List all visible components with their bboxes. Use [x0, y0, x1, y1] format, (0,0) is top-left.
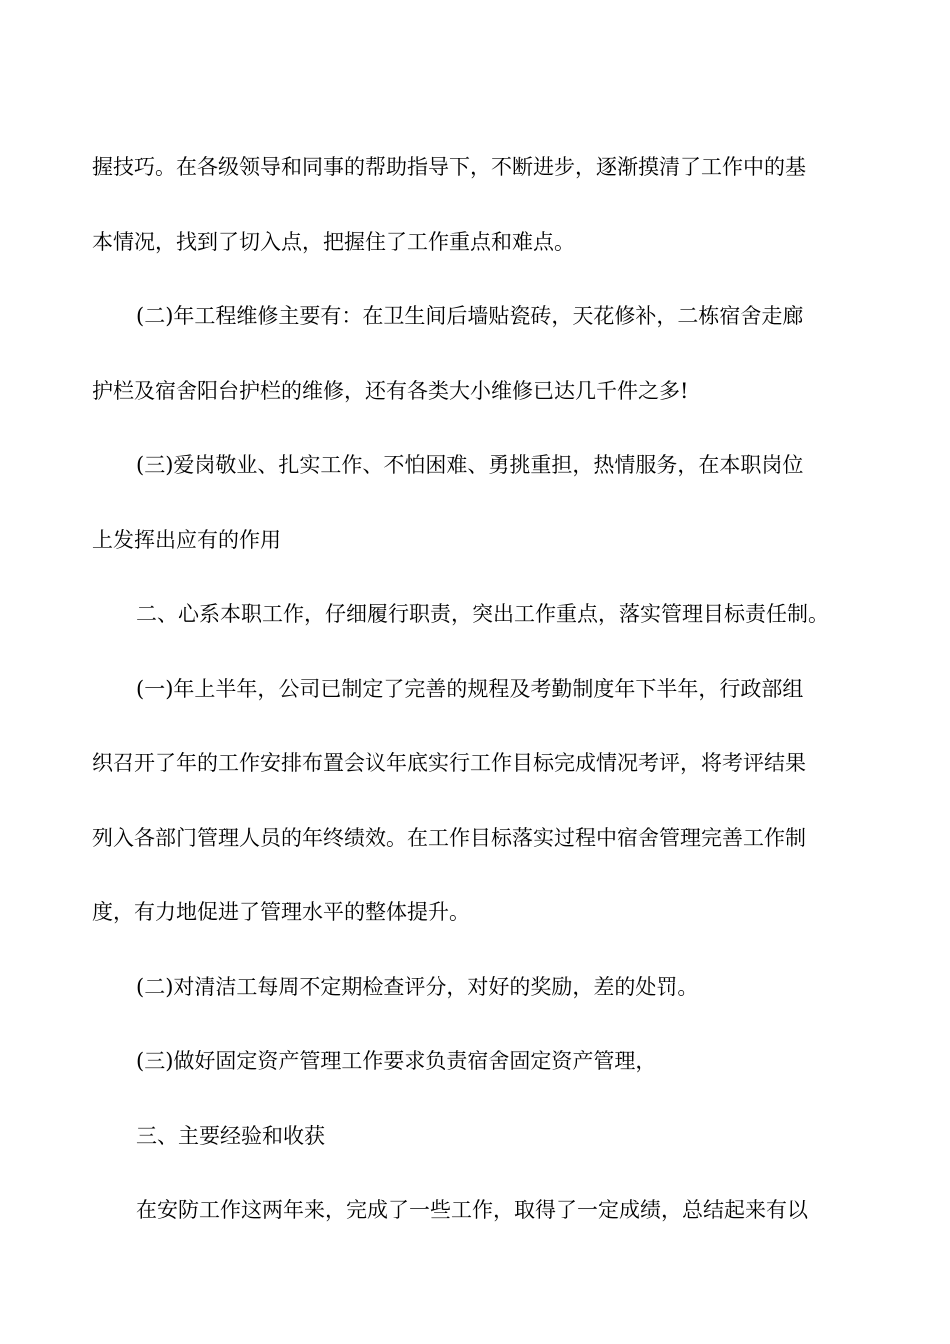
text-line-2: 本情况，找到了切入点，把握住了工作重点和难点。 — [92, 229, 575, 254]
text-line-5: (三)爱岗敬业、扎实工作、不怕困难、勇挑重担，热情服务，在本职岗位 — [136, 453, 804, 477]
text-line-11: 度，有力地促进了管理水平的整体提升。 — [92, 900, 470, 924]
text-line-12: (二)对清洁工每周不定期检查评分，对好的奖励，差的处罚。 — [136, 974, 699, 999]
section-heading-2: 二、心系本职工作，仔细履行职责，突出工作重点，落实管理目标责任制。 — [136, 602, 829, 626]
section-heading-3: 三、主要经验和收获 — [136, 1123, 325, 1148]
text-line-13: (三)做好固定资产管理工作要求负责宿舍固定资产管理， — [136, 1049, 657, 1073]
text-line-15: 在安防工作这两年来，完成了一些工作，取得了一定成绩，总结起来有以 — [136, 1198, 808, 1222]
text-line-6: 上发挥出应有的作用 — [92, 527, 281, 552]
text-line-9: 织召开了年的工作安排布置会议年底实行工作目标完成情况考评，将考评结果 — [92, 751, 806, 775]
text-line-3: (二)年工程维修主要有：在卫生间后墙贴瓷砖，天花修补，二栋宿舍走廊 — [136, 304, 804, 328]
text-line-10: 列入各部门管理人员的年终绩效。在工作目标落实过程中宿舍管理完善工作制 — [92, 825, 806, 850]
text-line-8: (一)年上半年，公司已制定了完善的规程及考勤制度年下半年，行政部组 — [136, 676, 804, 701]
text-line-4: 护栏及宿舍阳台护栏的维修，还有各类大小维修已达几千件之多! — [92, 378, 689, 403]
document-body — [92, 130, 858, 1248]
text-line-1: 握技巧。在各级领导和同事的帮助指导下，不断进步，逐渐摸清了工作中的基 — [92, 155, 806, 179]
